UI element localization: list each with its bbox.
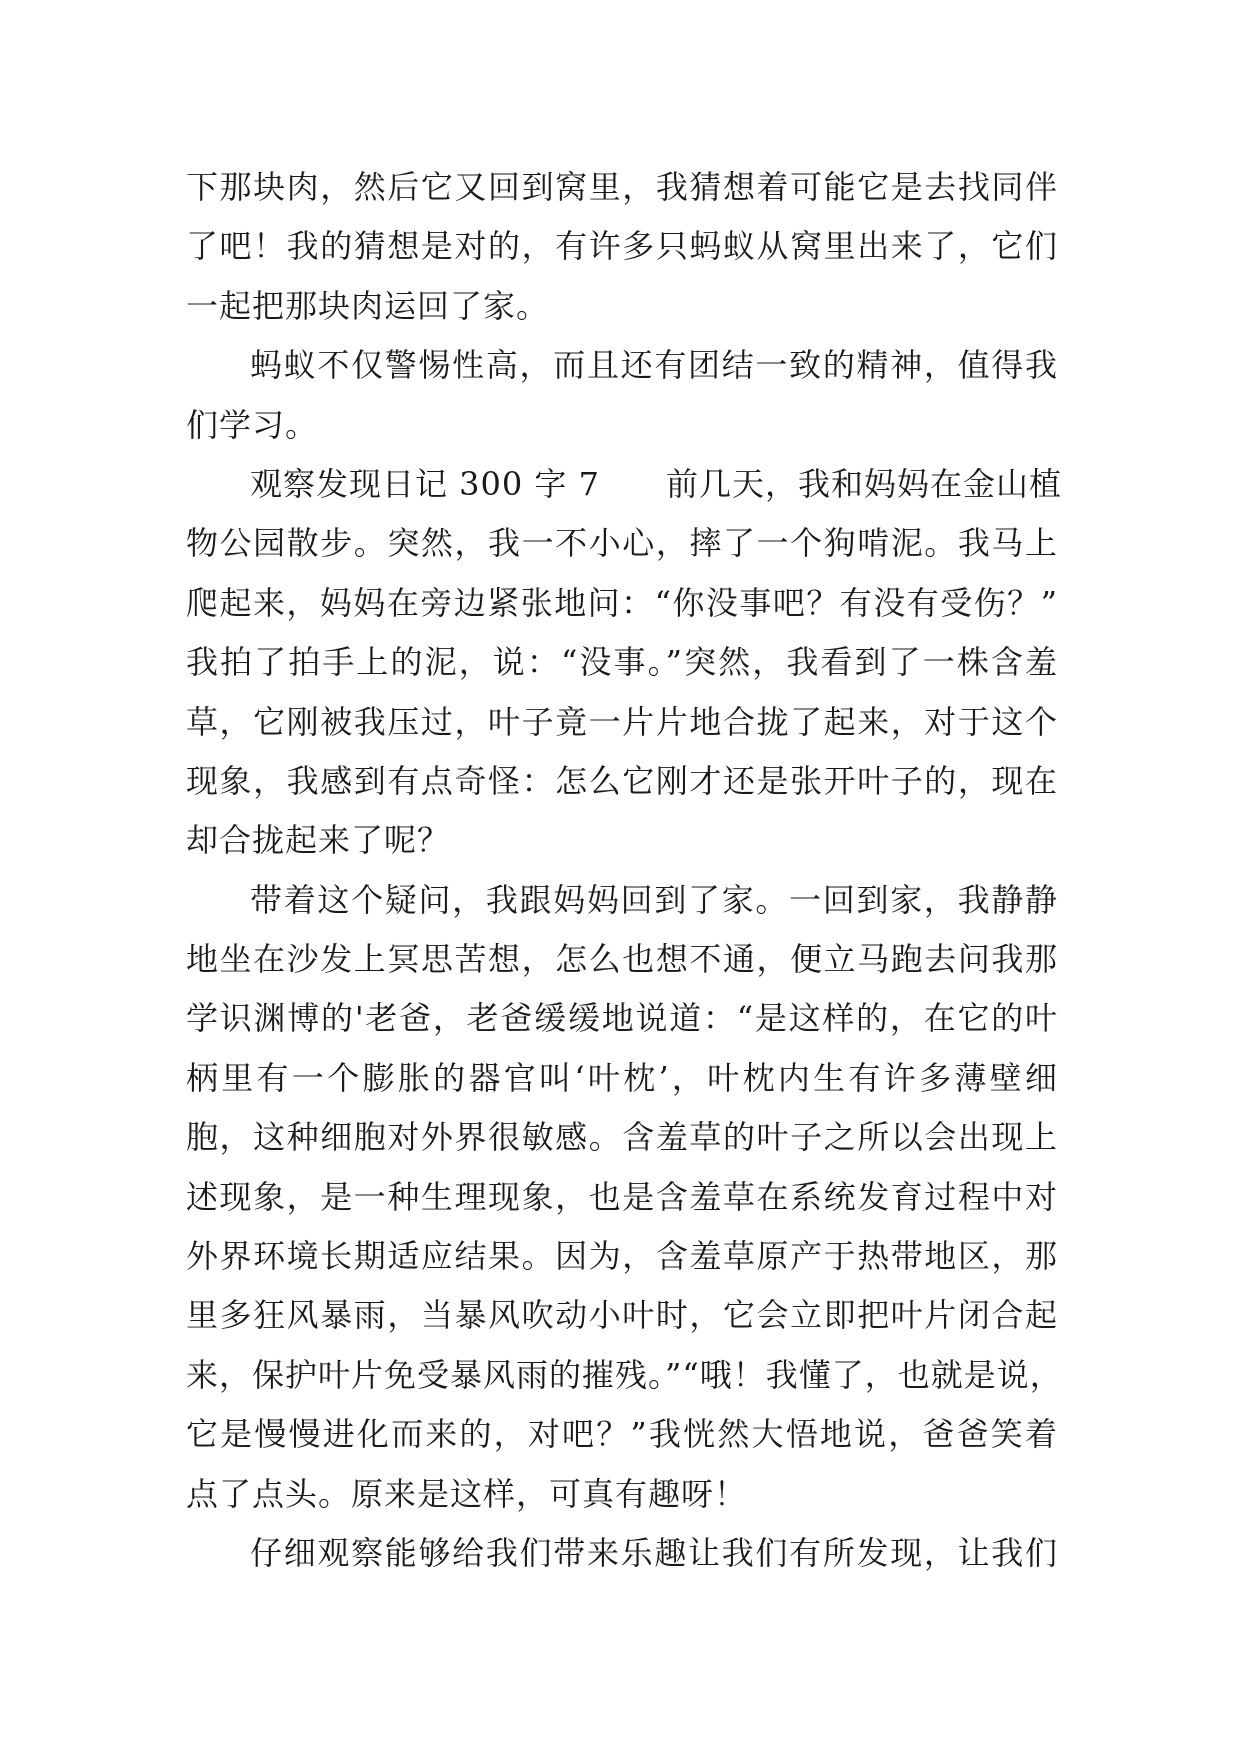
text-line: 外界环境长期适应结果。因为，含羞草原产于热带地区，那 bbox=[186, 1237, 1058, 1276]
text-line: 胞，这种细胞对外界很敏感。含羞草的叶子之所以会出现上 bbox=[186, 1118, 1058, 1157]
body-text bbox=[186, 158, 1063, 1583]
text-line: 点了点头。原来是这样，可真有趣呀！ bbox=[186, 1474, 748, 1513]
text-line: 物公园散步。突然，我一不小心，摔了一个狗啃泥。我马上 bbox=[186, 524, 1058, 563]
text-line: 爬起来，妈妈在旁边紧张地问：“你没事吧？有没有受伤？” bbox=[186, 583, 1058, 622]
text-line: 一起把那块肉运回了家。 bbox=[186, 286, 550, 325]
text-line: 下那块肉，然后它又回到窝里，我猜想着可能它是去找同伴 bbox=[186, 168, 1058, 206]
text-line: 草，它刚被我压过，叶子竟一片片地合拢了起来，对于这个 bbox=[186, 702, 1058, 741]
text-line: 们学习。 bbox=[186, 405, 319, 444]
text-line: 柄里有一个膨胀的器官叫‘叶枕’，叶枕内生有许多薄壁细 bbox=[186, 1058, 1058, 1097]
text-line: 却合拢起来了呢？ bbox=[186, 821, 451, 860]
text-line: 了吧！我的猜想是对的，有许多只蚂蚁从窝里出来了，它们 bbox=[186, 227, 1058, 266]
text-line: 来，保护叶片免受暴风雨的摧残。”“哦！我懂了，也就是说， bbox=[186, 1355, 1063, 1394]
text-line: 蚂蚁不仅警惕性高，而且还有团结一致的精神，值得我 bbox=[250, 346, 1058, 385]
text-line: 里多狂风暴雨，当暴风吹动小叶时，它会立即把叶片闭合起 bbox=[186, 1296, 1058, 1335]
text-line: 我拍了拍手上的泥，说：“没事。”突然，我看到了一株含羞 bbox=[186, 643, 1058, 682]
text-line: 述现象，是一种生理现象，也是含羞草在系统发育过程中对 bbox=[186, 1177, 1058, 1216]
text-line: 学识渊博的'老爸，老爸缓缓地说道：“是这样的，在它的叶 bbox=[186, 999, 1058, 1038]
text-line: 现象，我感到有点奇怪：怎么它刚才还是张开叶子的，现在 bbox=[186, 761, 1058, 800]
text-line: 观察发现日记 300 字 7 前几天，我和妈妈在金山植 bbox=[250, 464, 1062, 503]
text-line: 带着这个疑问，我跟妈妈回到了家。一回到家，我静静 bbox=[250, 880, 1058, 919]
text-line: 它是慢慢进化而来的，对吧？”我恍然大悟地说，爸爸笑着 bbox=[186, 1415, 1058, 1454]
text-line: 地坐在沙发上冥思苦想，怎么也想不通，便立马跑去问我那 bbox=[186, 940, 1058, 979]
text-line: 仔细观察能够给我们带来乐趣让我们有所发现，让我们 bbox=[250, 1533, 1058, 1572]
